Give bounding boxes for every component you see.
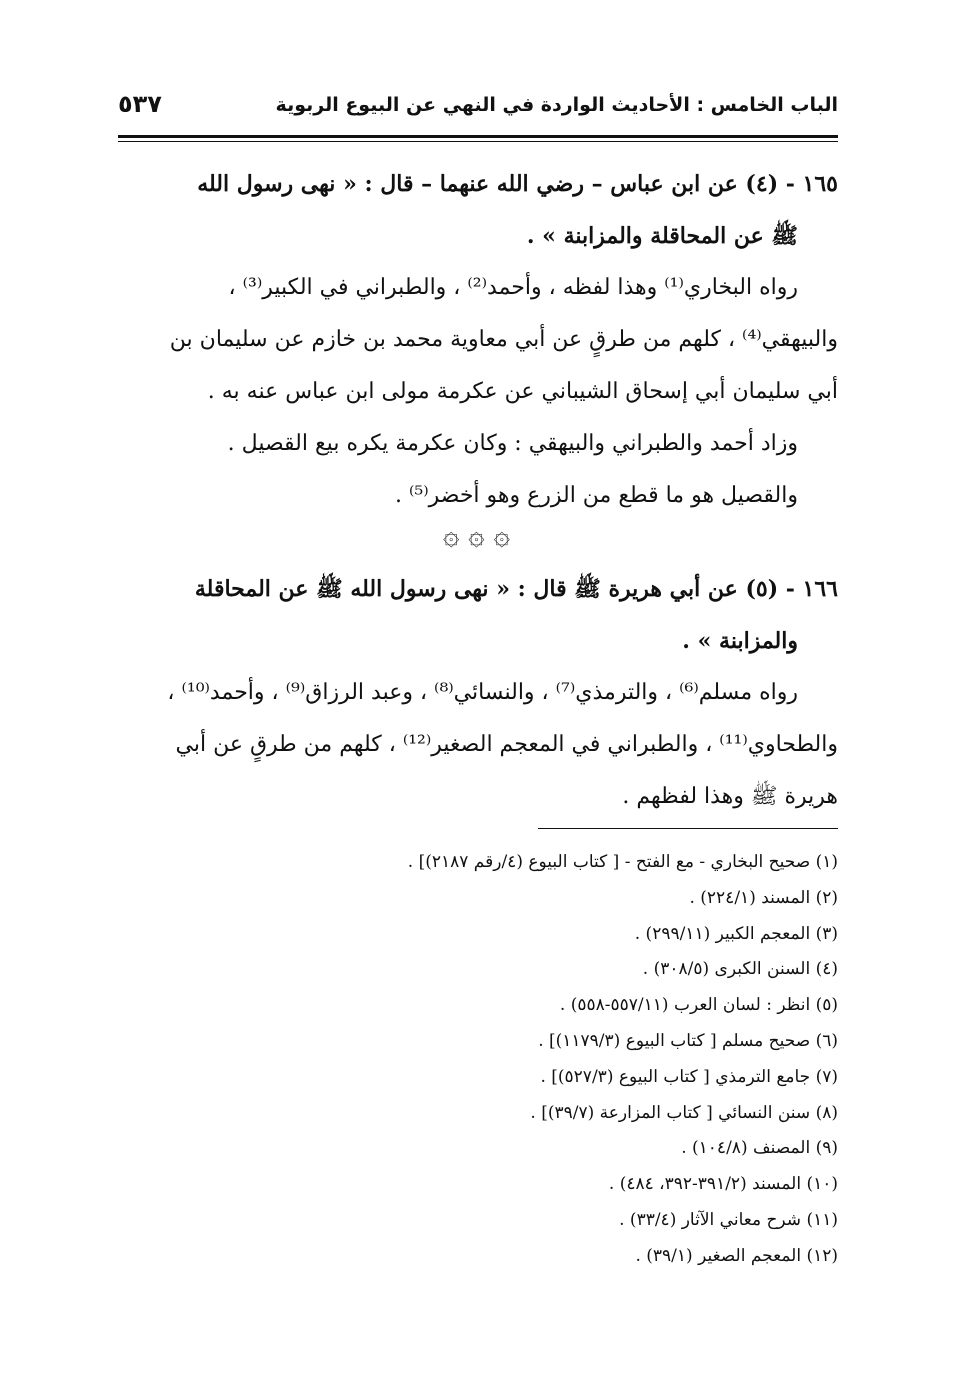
footnote-item: (٩) المصنف (١٠٤/٨) . — [681, 1138, 838, 1159]
hadith-165-definition: والقصيل هو ما قطع من الزرع وهو أخضر⁽⁵⁾ . — [394, 483, 798, 508]
hadith-165-takhrij-line-1: رواه البخاري⁽¹⁾ وهذا لفظه ، وأحمد⁽²⁾ ، والطبراني في الكبير⁽³⁾ ، — [228, 275, 798, 300]
hadith-166-heading-line-2: والمزابنة » . — [682, 628, 798, 654]
hadith-166-takhrij-line-1: رواه مسلم⁽⁶⁾ ، والترمذي⁽⁷⁾ ، والنسائي⁽⁸⁾ ، وعبد الرزاق⁽⁹⁾ ، وأحمد⁽¹⁰⁾ ، — [167, 680, 798, 705]
hadith-166-block — [118, 563, 838, 823]
footnote-item: (٦) صحيح مسلم [ كتاب البيوع (١١٧٩/٣)] . — [538, 1030, 838, 1051]
footnote-item: (٨) سنن النسائي [ كتاب المزارعة (٣٩/٧)] . — [530, 1102, 838, 1123]
hadith-166-heading-line-1: ١٦٦ - (٥) عن أبي هريرة ﷺ قال : « نهى رسول الله ﷺ عن المحاقلة — [194, 576, 838, 602]
footnotes-list — [118, 845, 838, 1275]
header-rule-thick — [118, 135, 838, 138]
hadith-165-heading-line-2: ﷺ عن المحاقلة والمزابنة » . — [526, 223, 798, 249]
hadith-166-takhrij-line-3: هريرة ﷺ وهذا لفظهم . — [622, 784, 838, 809]
section-separator-ornaments: ۞ ۞ ۞ — [442, 518, 511, 551]
hadith-165-addition: وزاد أحمد والطبراني والبيهقي : وكان عكرمة يكره بيع القصيل . — [227, 431, 798, 456]
header-rule-thin — [118, 141, 838, 142]
footnote-item: (٤) السنن الكبرى (٣٠٨/٥) . — [642, 959, 838, 980]
page-number: ٥٣٧ — [118, 90, 162, 118]
footnote-item: (٣) المعجم الكبير (٢٩٩/١١) . — [634, 923, 838, 944]
hadith-166-takhrij-line-2: والطحاوي⁽¹¹⁾ ، والطبراني في المعجم الصغير⁽¹²⁾ ، كلهم من طرقٍ عن أبي — [175, 732, 838, 757]
hadith-165-block — [118, 158, 838, 522]
running-header — [118, 88, 838, 128]
footnote-item: (١٢) المعجم الصغير (٣٩/١) . — [635, 1245, 838, 1266]
footnote-separator-rule — [538, 828, 838, 829]
hadith-165-takhrij-line-2: والبيهقي⁽⁴⁾ ، كلهم من طرقٍ عن أبي معاوية محمد بن خازم عن سليمان بن — [169, 327, 838, 352]
hadith-165-heading-line-1: ١٦٥ - (٤) عن ابن عباس – رضي الله عنهما – قال : « نهى رسول الله — [197, 171, 838, 197]
hadith-165-takhrij-line-3: أبي سليمان أبي إسحاق الشيباني عن عكرمة مولى ابن عباس عنه به . — [207, 379, 838, 404]
footnote-item: (١) صحيح البخاري - مع الفتح - [ كتاب البيوع (٤/رقم ٢١٨٧)] . — [407, 852, 838, 872]
footnote-item: (٢) المسند (٢٢٤/١) . — [689, 887, 838, 908]
footnote-item: (١١) شرح معاني الآثار (٣٣/٤) . — [619, 1209, 838, 1230]
footnote-item: (٧) جامع الترمذي [ كتاب البيوع (٥٢٧/٣)] . — [540, 1066, 838, 1087]
footnote-item: (٥) انظر : لسان العرب (٥٥٧/١١-٥٥٨) . — [559, 995, 838, 1016]
footnote-item: (١٠) المسند (٣٩١/٢-٣٩٢، ٤٨٤) . — [608, 1174, 838, 1195]
chapter-title: الباب الخامس : الأحاديث الواردة في النهي عن البيوع الربوية — [275, 94, 838, 116]
